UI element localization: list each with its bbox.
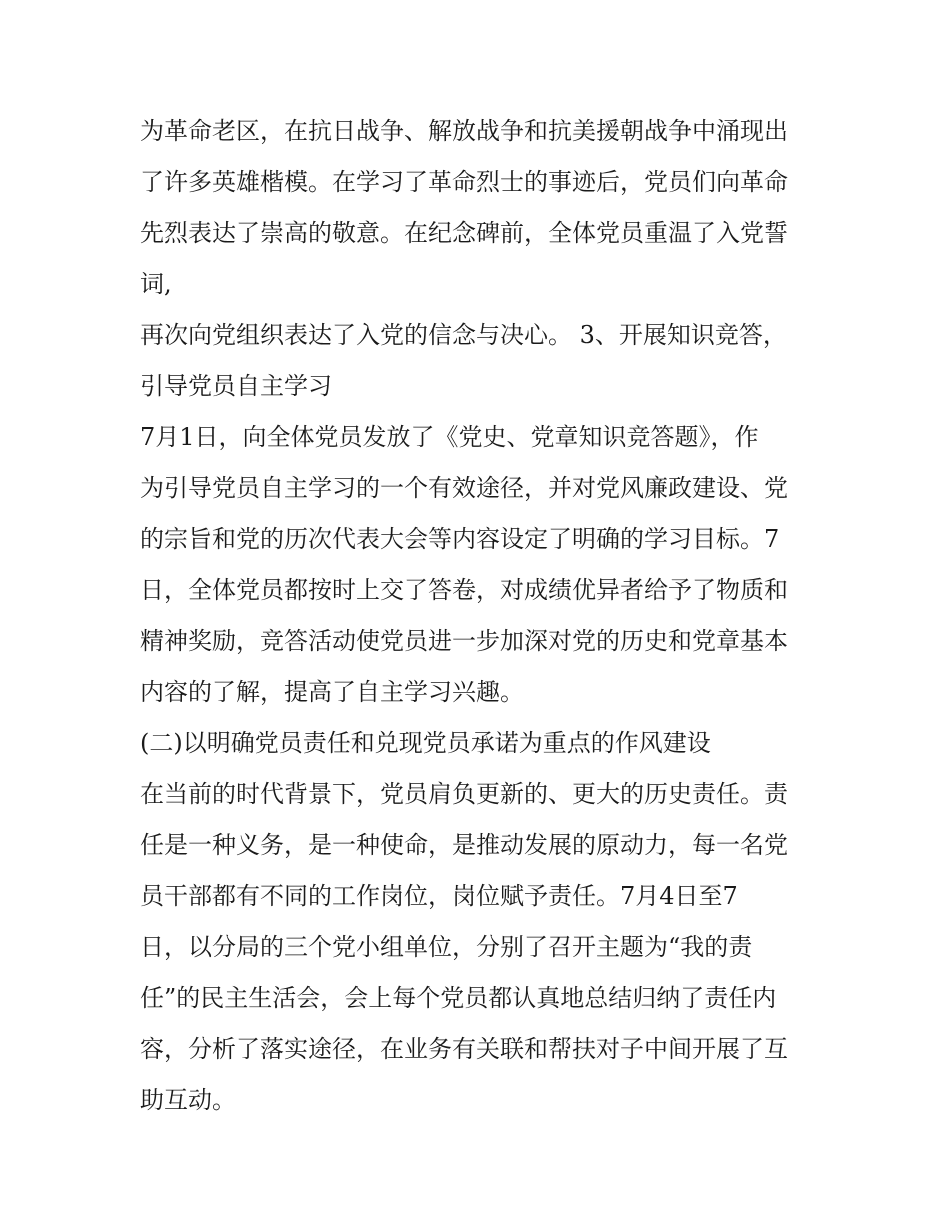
- text-line: 在当前的时代背景下，党员肩负更新的、更大的历史责任。责: [140, 780, 788, 808]
- text-line: 任”的民主生活会，会上每个党员都认真地总结归纳了责任内: [140, 984, 777, 1012]
- text-line: 的宗旨和党的历次代表大会等内容设定了明确的学习目标。7: [140, 525, 780, 553]
- section-heading: 引导党员自主学习: [140, 372, 332, 400]
- text-line: 助互动。: [140, 1086, 236, 1114]
- text-line: 先烈表达了崇高的敬意。在纪念碑前，全体党员重温了入党誓: [140, 219, 788, 247]
- body-text: [140, 106, 840, 1126]
- text-line: 精神奖励，竞答活动使党员进一步加深对党的历史和党章基本: [140, 627, 788, 655]
- text-line: 容，分析了落实途径，在业务有关联和帮扶对子中间开展了互: [140, 1035, 788, 1063]
- text-line: 为革命老区，在抗日战争、解放战争和抗美援朝战争中涌现出: [140, 117, 788, 145]
- text-line: 日，全体党员都按时上交了答卷，对成绩优异者给予了物质和: [140, 576, 788, 604]
- text-line: 任是一种义务，是一种使命，是推动发展的原动力，每一名党: [140, 831, 788, 859]
- text-line: 员干部都有不同的工作岗位，岗位赋予责任。7月4日至7: [140, 882, 738, 910]
- text-line: 为引导党员自主学习的一个有效途径，并对党风廉政建设、党: [140, 474, 788, 502]
- text-line: 7月1日，向全体党员发放了《党史、党章知识竞答题》，作: [140, 423, 759, 451]
- text-line: 词,: [140, 270, 172, 298]
- text-line: 了许多英雄楷模。在学习了革命烈士的事迹后，党员们向革命: [140, 168, 788, 196]
- text-line: 再次向党组织表达了入党的信念与决心。 3、开展知识竞答，: [140, 321, 787, 349]
- text-line: 日，以分局的三个党小组单位，分别了召开主题为“我的责: [140, 933, 753, 961]
- text-line: 内容的了解，提高了自主学习兴趣。: [140, 678, 524, 706]
- section-heading: (二)以明确党员责任和兑现党员承诺为重点的作风建设: [140, 729, 711, 757]
